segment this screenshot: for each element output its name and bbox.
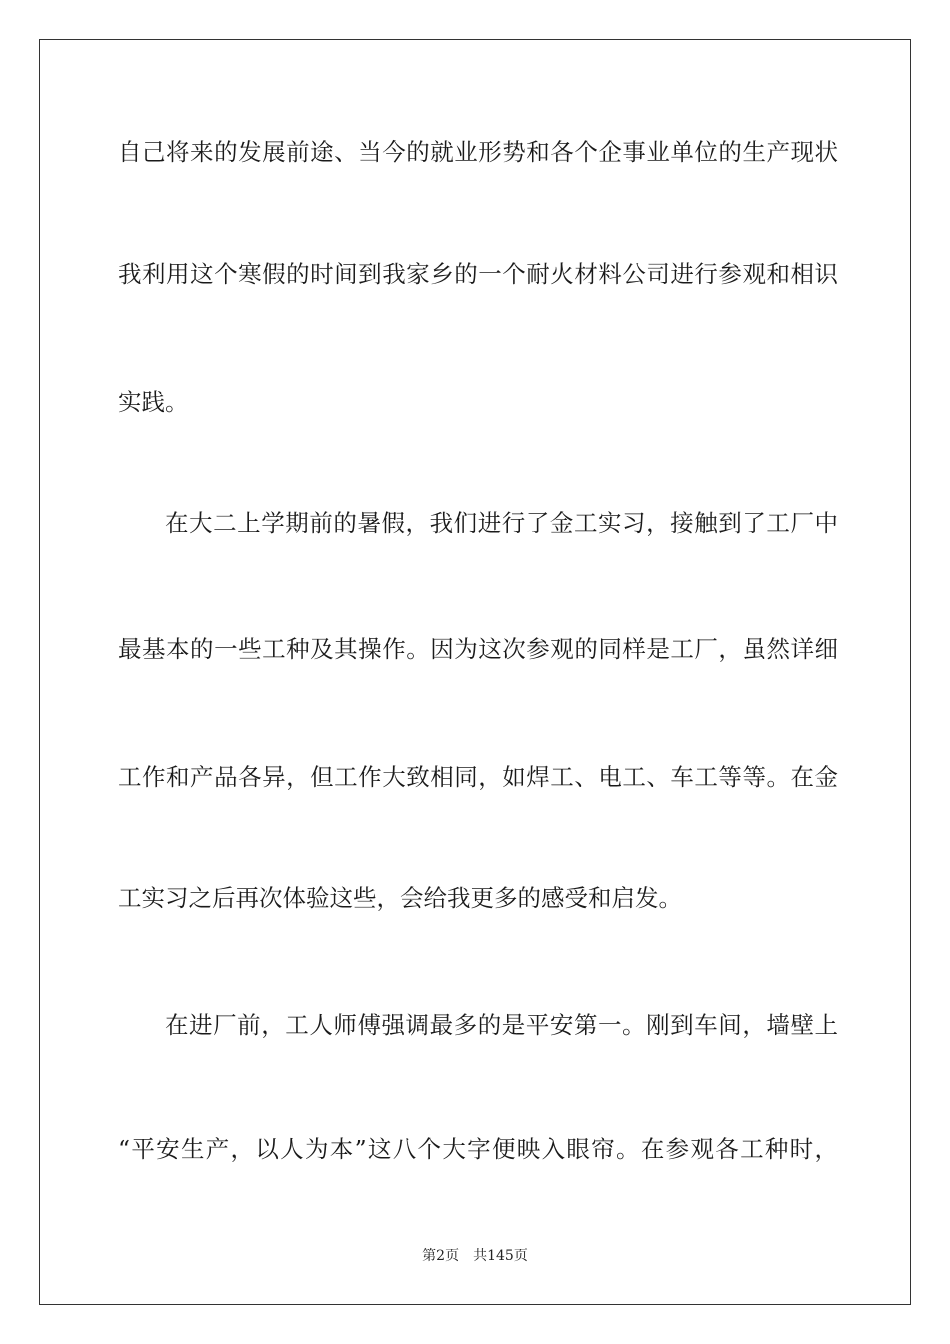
page-number: 第2页: [422, 1248, 460, 1264]
text-line: 我利用这个寒假的时间到我家乡的一个耐火材料公司进行参观和相识: [118, 260, 838, 288]
text-line: 最基本的一些工种及其操作。因为这次参观的同样是工厂，虽然详细: [118, 635, 838, 663]
total-pages: 共145页: [473, 1248, 528, 1264]
page-footer: [0, 1245, 950, 1265]
page-border: [39, 39, 911, 1305]
text-line: 在进厂前，工人师傅强调最多的是平安第一。刚到车间，墙壁上: [165, 1011, 838, 1039]
text-line: 工实习之后再次体验这些，会给我更多的感受和启发。: [118, 884, 682, 912]
text-line: 实践。: [118, 388, 189, 416]
text-line: 在大二上学期前的暑假，我们进行了金工实习，接触到了工厂中: [165, 509, 838, 537]
text-line: 工作和产品各异，但工作大致相同，如焊工、电工、车工等等。在金: [118, 763, 838, 791]
text-line: “平安生产，以人为本”这八个大字便映入眼帘。在参观各工种时，: [118, 1135, 838, 1163]
text-line: 自己将来的发展前途、当今的就业形势和各个企事业单位的生产现状: [118, 138, 838, 166]
